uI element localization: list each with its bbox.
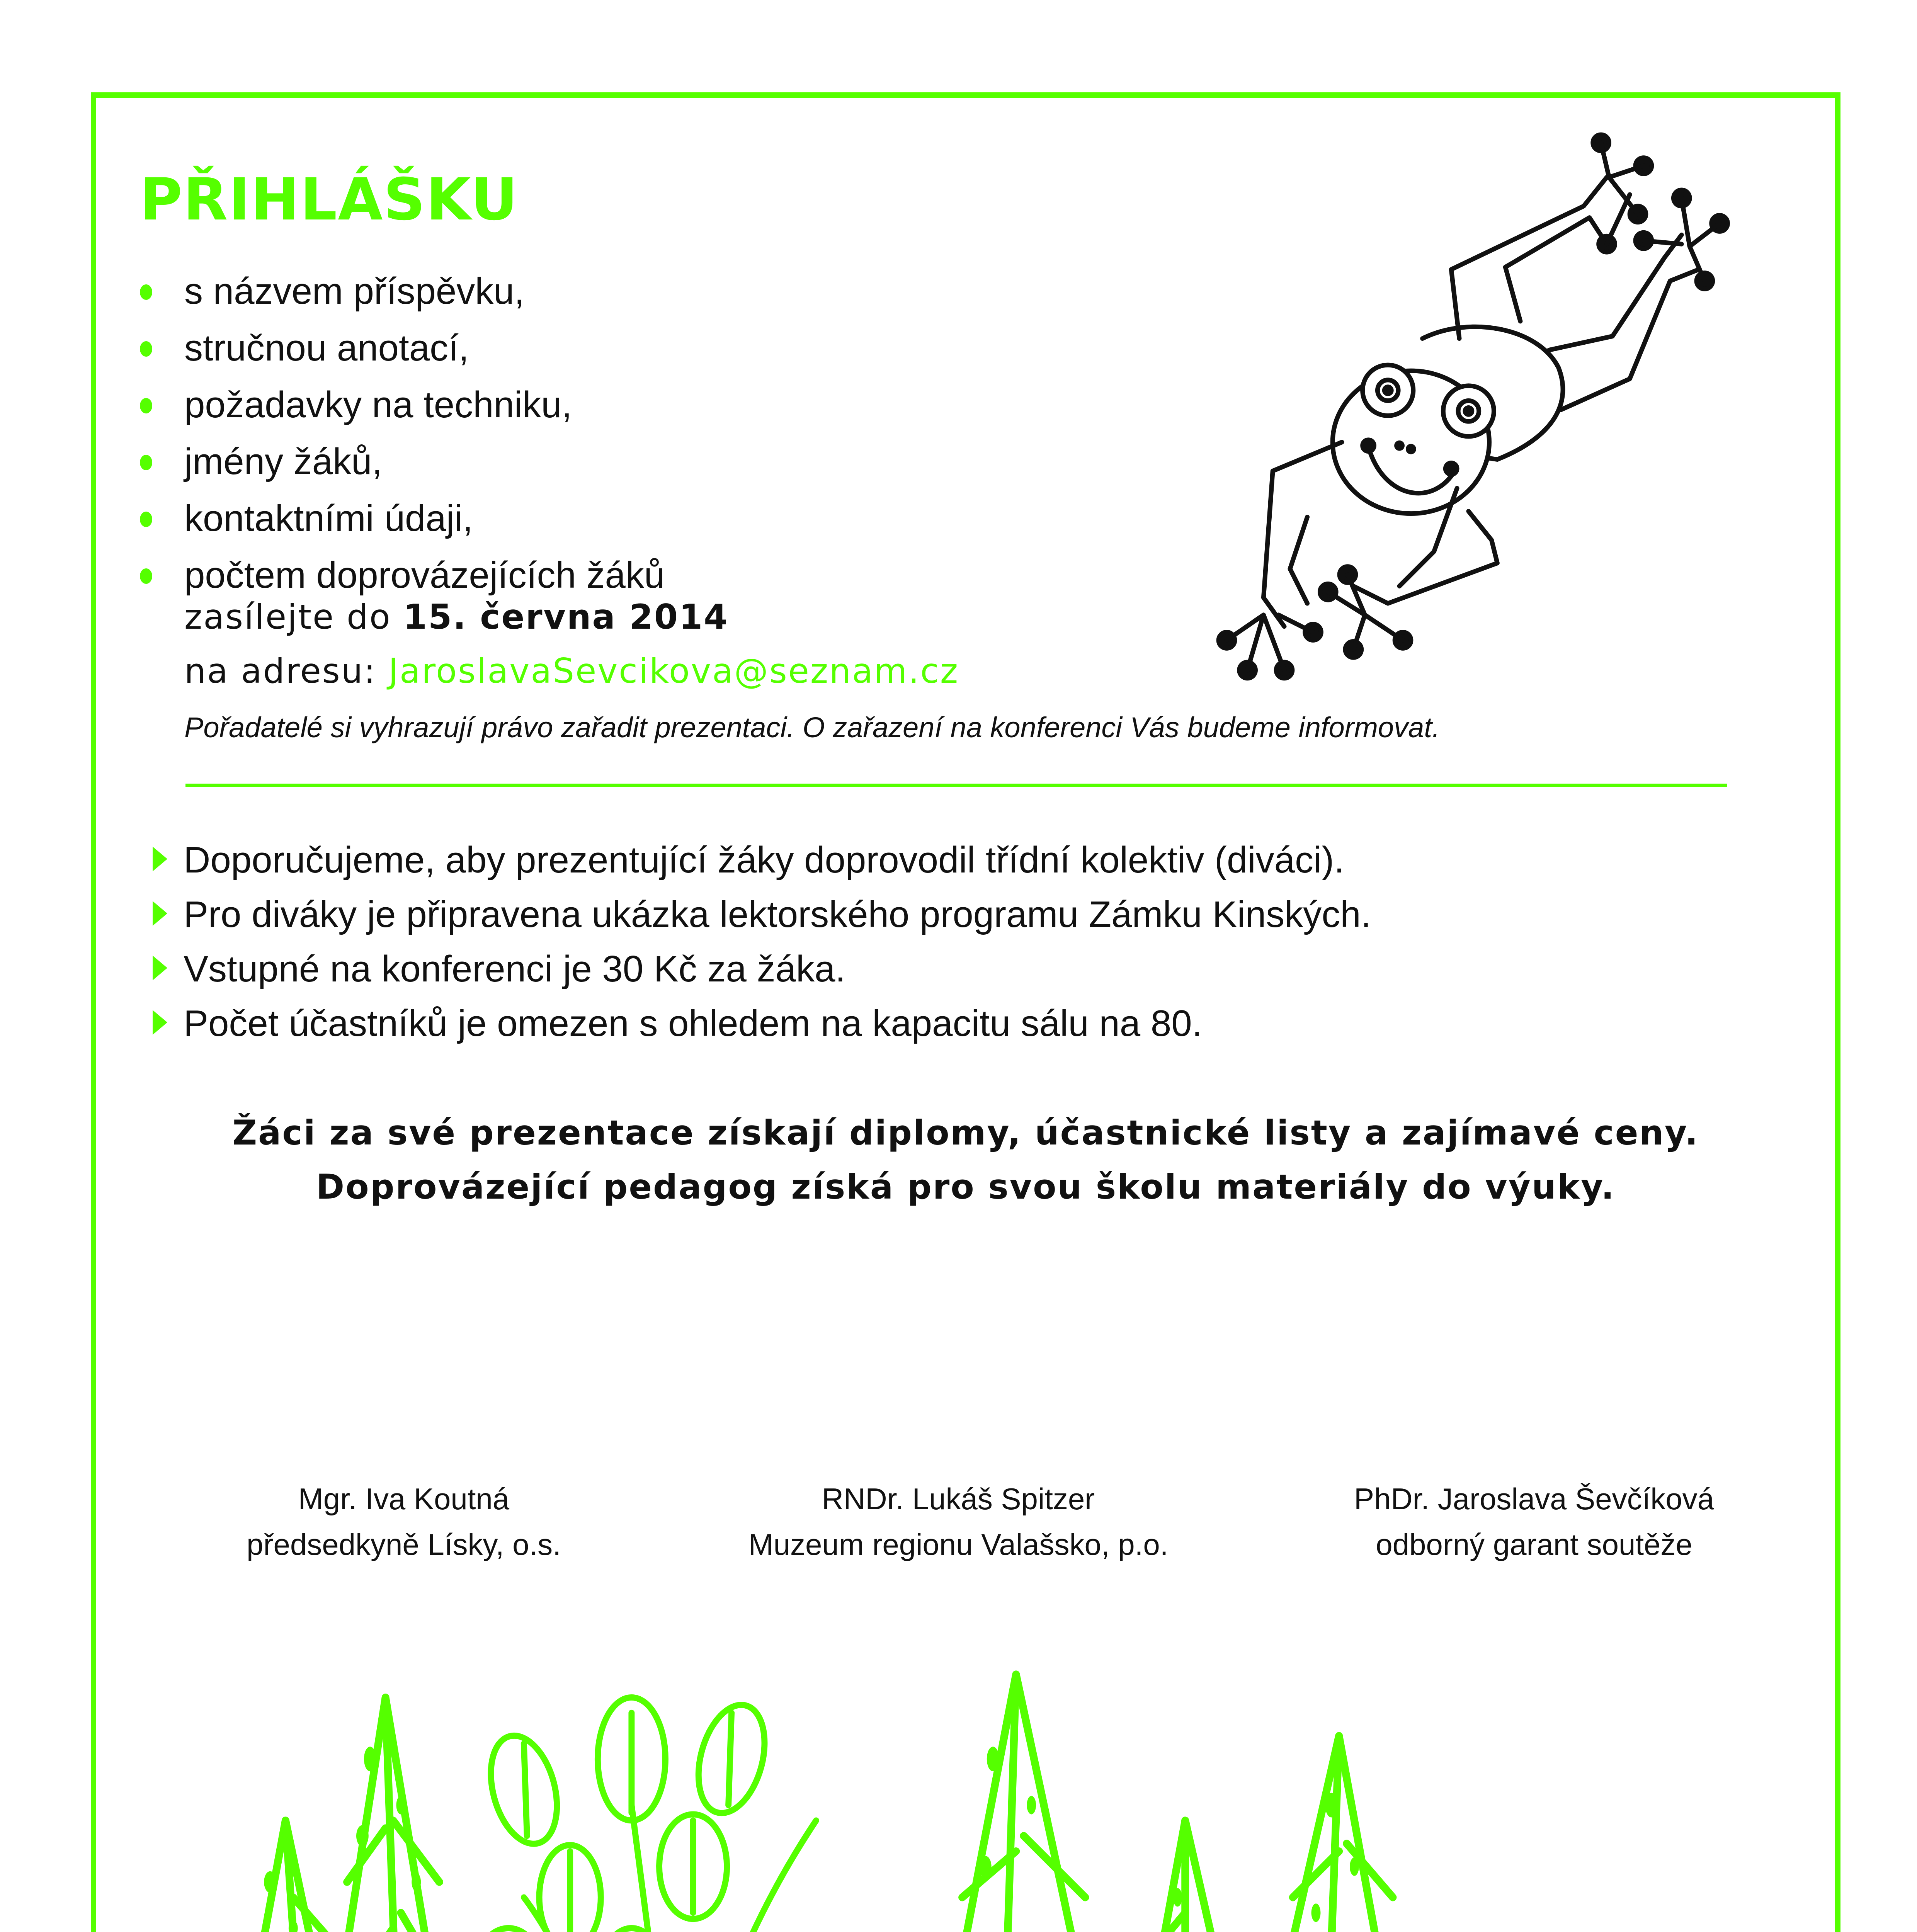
- address-line: na adresu: JaroslavaSevcikova@seznam.cz: [184, 651, 959, 691]
- arrow-bullet-icon: [153, 901, 167, 926]
- arrow-bullet-icon: [153, 847, 167, 871]
- page-title: PŘIHLÁŠKU: [140, 166, 519, 233]
- arrow-bullet-icon: [153, 956, 167, 980]
- deadline-date: 15. června 2014: [403, 597, 729, 637]
- arrow-bullet-icon: [153, 1010, 167, 1035]
- signature-role: odborný garant soutěže: [1376, 1527, 1692, 1561]
- signature-block: [133, 1476, 674, 1567]
- requirements-list: [140, 263, 665, 604]
- bullet-dot-icon: [140, 568, 152, 584]
- list-item: požadavky na techniku,: [140, 376, 665, 433]
- list-item: počtem doprovázejících žáků: [140, 547, 665, 604]
- rewards-line-students: Žáci za své prezentace získají diplomy, účastnické listy a zajímavé ceny.: [232, 1113, 1699, 1153]
- signature-name: RNDr. Lukáš Spitzer: [822, 1482, 1095, 1516]
- list-item: kontaktními údaji,: [140, 490, 665, 547]
- list-item: Doporučujeme, aby prezentující žáky doprovodil třídní kolektiv (diváci).: [153, 833, 1371, 887]
- bullet-dot-icon: [140, 341, 152, 357]
- list-item: Pro diváky je připravena ukázka lektorského programu Zámku Kinských.: [153, 887, 1371, 942]
- list-item: Počet účastníků je omezen s ohledem na kapacitu sálu na 80.: [153, 996, 1371, 1051]
- deadline-line: zasílejte do 15. června 2014: [184, 597, 729, 637]
- bullet-dot-icon: [140, 284, 152, 300]
- section-divider: [185, 784, 1727, 787]
- signature-name: PhDr. Jaroslava Ševčíková: [1354, 1482, 1715, 1516]
- bullet-dot-icon: [140, 398, 152, 413]
- frog-illustration: [1190, 108, 1793, 696]
- list-item: jmény žáků,: [140, 433, 665, 490]
- list-item: stručnou anotací,: [140, 320, 665, 376]
- bullet-dot-icon: [140, 512, 152, 527]
- rewards-line-teacher: Doprovázející pedagog získá pro svou školu materiály do výuky.: [316, 1167, 1615, 1207]
- signature-block: [1264, 1476, 1805, 1567]
- bullet-dot-icon: [140, 455, 152, 470]
- signature-name: Mgr. Iva Koutná: [298, 1482, 510, 1516]
- info-points-list: [153, 833, 1371, 1051]
- signature-role: Muzeum regionu Valašsko, p.o.: [748, 1527, 1169, 1561]
- organizer-note: Pořadatelé si vyhrazují právo zařadit prezentaci. O zařazení na konferenci Vás budeme informovat.: [184, 711, 1440, 743]
- email-link[interactable]: JaroslavaSevcikova@seznam.cz: [388, 651, 959, 691]
- list-item: Vstupné na konferenci je 30 Kč za žáka.: [153, 942, 1371, 996]
- list-item: s názvem příspěvku,: [140, 263, 665, 320]
- forest-illustration: [201, 1650, 1739, 1932]
- signature-role: předsedkyně Lísky, o.s.: [247, 1527, 561, 1561]
- signature-block: [688, 1476, 1229, 1567]
